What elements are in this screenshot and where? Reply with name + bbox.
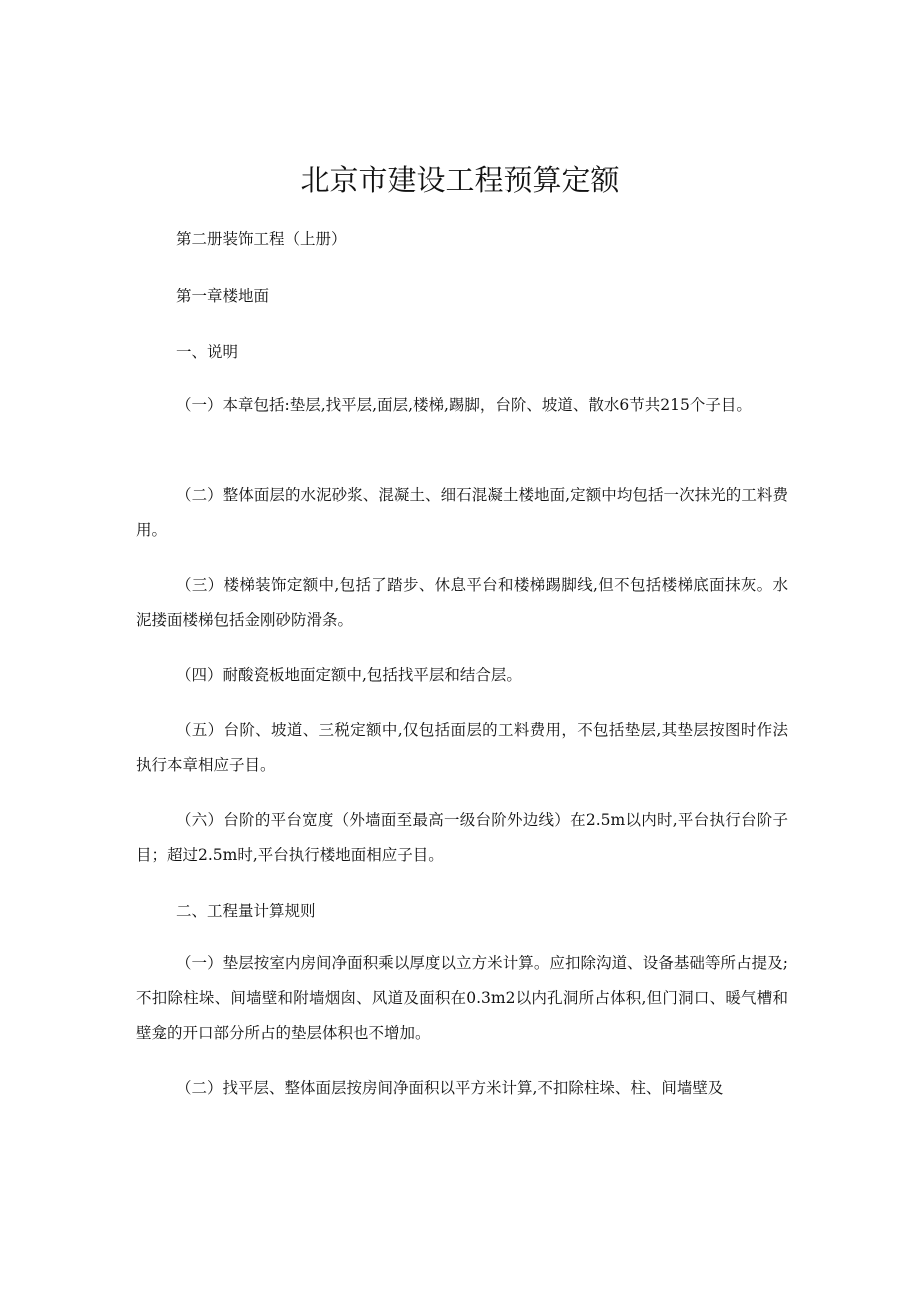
document-title: 北京市建设工程预算定额	[300, 163, 620, 197]
section-heading-explanation: 一、说明	[176, 343, 239, 361]
paragraph: （二）找平层、整体面层按房间净面积以平方米计算,不扣除柱垛、柱、间墙壁及	[176, 1079, 724, 1097]
volume-heading: 第二册装饰工程（上册）	[176, 230, 347, 248]
chapter-heading: 第一章楼地面	[176, 287, 270, 305]
paragraph: （六）台阶的平台宽度（外墙面至最高一级台阶外边线）在2.5m以内时,平台执行台阶子目；超过2.5m时,平台执行楼地面相应子目。	[136, 811, 788, 864]
paragraph: （五）台阶、坡道、三税定额中,仅包括面层的工料费用，不包括垫层,其垫层按图时作法执行本章相应子目。	[136, 721, 788, 774]
paragraph: （三）楼梯装饰定额中,包括了踏步、休息平台和楼梯踢脚线,但不包括楼梯底面抹灰。水泥搂面楼梯包括金刚砂防滑条。	[136, 576, 788, 629]
paragraph: （一）垫层按室内房间净面积乘以厚度以立方米计算。应扣除沟道、设备基础等所占提及;不扣除柱垛、间墙壁和附墙烟囱、风道及面积在0.3m2以内孔洞所占体积,但门洞口、暖气槽和壁龛的开口部分所占的垫层体积也不增加。	[136, 954, 788, 1042]
section-heading-calculation-rules: 二、工程量计算规则	[176, 902, 316, 920]
paragraph: （四）耐酸瓷板地面定额中,包括找平层和结合层。	[176, 666, 522, 684]
paragraph: （一）本章包括:垫层,找平层,面层,楼梯,踢脚，台阶、坡道、散水6节共215个子目。	[176, 396, 752, 414]
paragraph: （二）整体面层的水泥砂浆、混凝土、细石混凝土楼地面,定额中均包括一次抹光的工料费用。	[136, 486, 788, 539]
